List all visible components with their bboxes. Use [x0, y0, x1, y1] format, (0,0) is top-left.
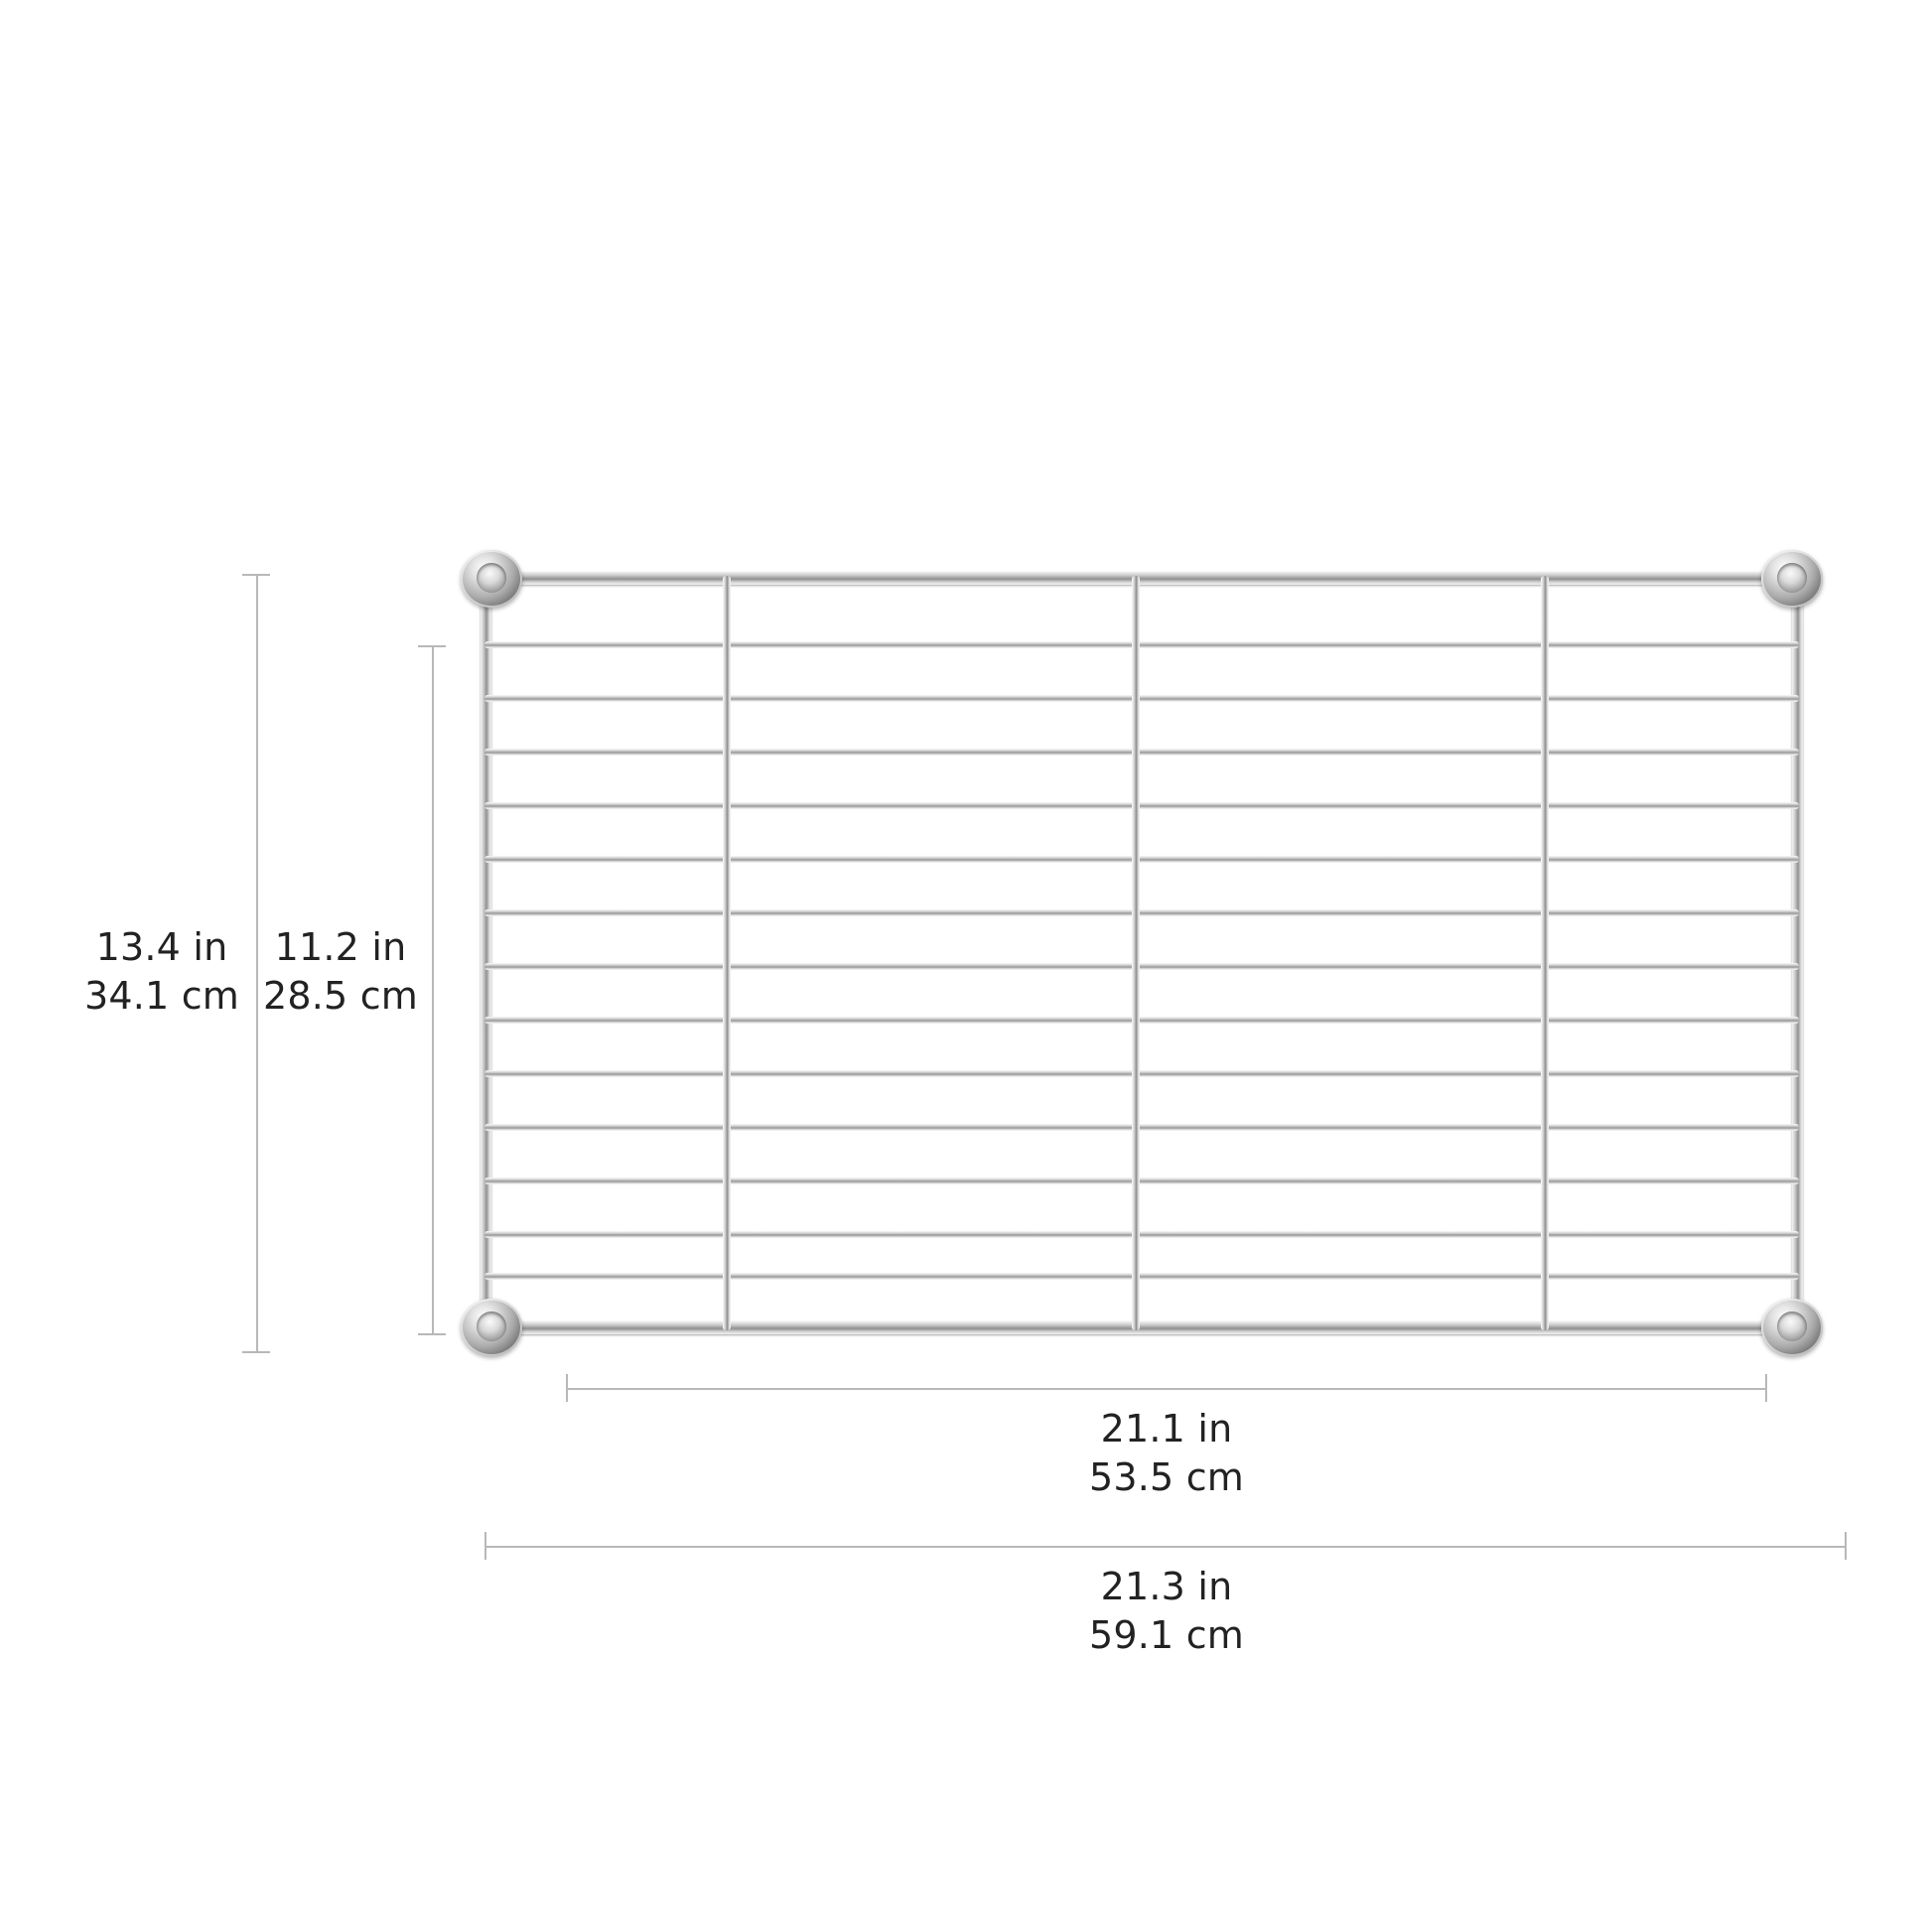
shelf-width-cm: 53.5 cm: [1089, 1454, 1244, 1499]
shelf-width-tick-right: [1765, 1374, 1767, 1402]
overall-height-inches: 13.4 in: [95, 925, 228, 969]
shelf-height-cm: 28.5 cm: [263, 973, 418, 1018]
wire-shelf-illustration: [467, 556, 1817, 1350]
shelf-wire-horizontal: [484, 856, 1799, 863]
shelf-wire-horizontal: [484, 909, 1799, 916]
shelf-height-inches: 11.2 in: [274, 925, 407, 969]
shelf-width-inches: 21.1 in: [1100, 1407, 1233, 1450]
shelf-wire-vertical: [723, 576, 731, 1330]
shelf-wire-horizontal: [484, 963, 1799, 970]
overall-width-cm: 59.1 cm: [1089, 1612, 1244, 1657]
shelf-height-label: [256, 923, 425, 1020]
overall-width-guide-line: [484, 1546, 1847, 1548]
shelf-wire-vertical: [1541, 576, 1549, 1330]
shelf-wire-horizontal: [484, 641, 1799, 648]
shelf-frame-left-bar: [481, 578, 491, 1328]
overall-height-tick-bottom: [242, 1351, 270, 1353]
overall-width-inches: 21.3 in: [1100, 1565, 1233, 1608]
shelf-wire-horizontal: [484, 695, 1799, 702]
shelf-wire-horizontal: [484, 1017, 1799, 1024]
overall-height-tick-top: [242, 574, 270, 576]
shelf-height-guide-line: [432, 645, 434, 1335]
shelf-frame-top-bar: [488, 572, 1795, 585]
corner-sleeve-icon: [1761, 550, 1823, 608]
corner-sleeve-icon: [461, 1299, 522, 1356]
corner-sleeve-icon: [461, 550, 522, 608]
shelf-wire-horizontal: [484, 1124, 1799, 1131]
overall-height-cm: 34.1 cm: [84, 973, 239, 1018]
shelf-height-tick-top: [418, 645, 446, 647]
shelf-wire-horizontal: [484, 1070, 1799, 1077]
shelf-wire-horizontal: [484, 1273, 1799, 1280]
overall-width-label: [993, 1563, 1340, 1659]
corner-sleeve-icon: [1761, 1299, 1823, 1356]
shelf-frame-right-bar: [1792, 578, 1803, 1328]
shelf-width-label: [993, 1405, 1340, 1501]
shelf-height-tick-bottom: [418, 1333, 446, 1335]
overall-width-tick-right: [1845, 1532, 1847, 1560]
shelf-wire-horizontal: [484, 802, 1799, 809]
shelf-width-guide-line: [566, 1388, 1767, 1390]
overall-width-tick-left: [484, 1532, 486, 1560]
shelf-width-tick-left: [566, 1374, 568, 1402]
overall-height-label: [77, 923, 246, 1020]
shelf-wire-vertical: [1132, 576, 1140, 1330]
shelf-frame-bottom-bar: [488, 1321, 1795, 1334]
shelf-wire-horizontal: [484, 1177, 1799, 1184]
shelf-wire-horizontal: [484, 749, 1799, 756]
shelf-wire-horizontal: [484, 1231, 1799, 1238]
